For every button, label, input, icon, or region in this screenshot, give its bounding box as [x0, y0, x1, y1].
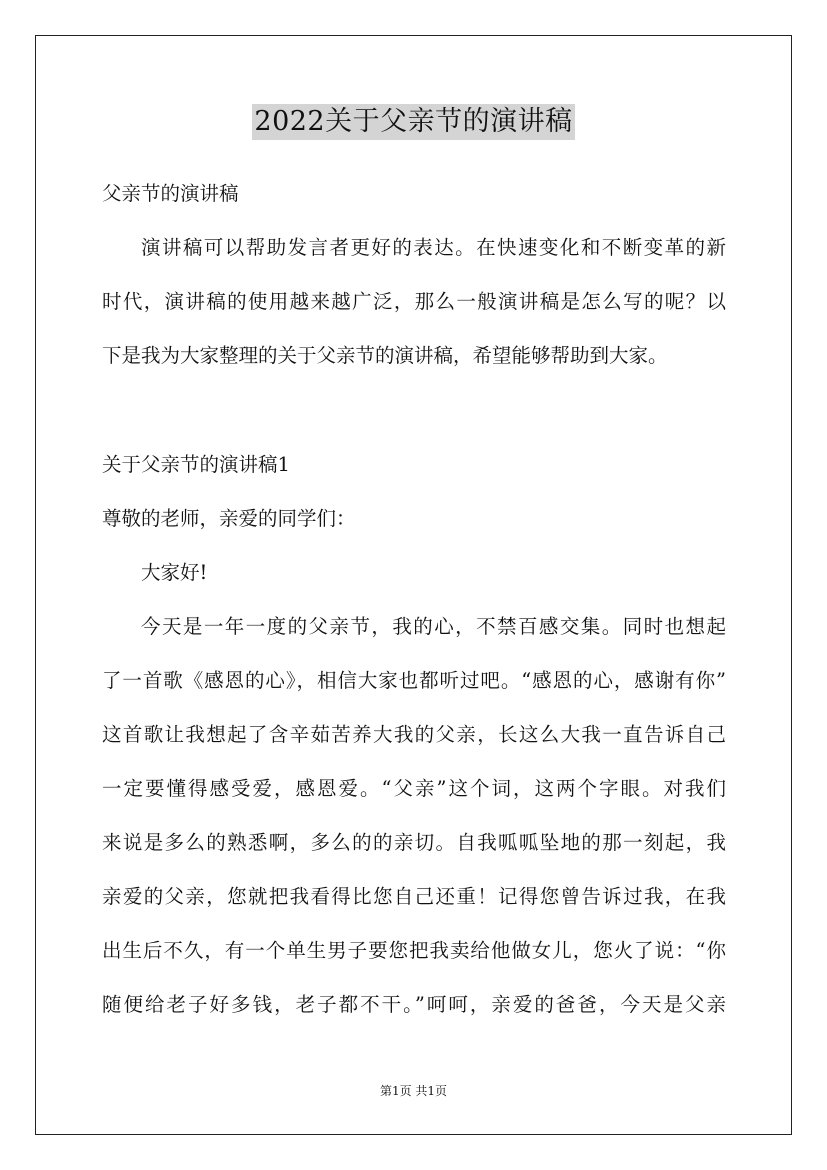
document-title-container [0, 104, 827, 140]
body-line: 一定要懂得感受爱，感恩爱。“父亲”这个词，这两个字眼。对我们 [102, 777, 726, 800]
salutation: 尊敬的老师，亲爱的同学们： [102, 507, 356, 530]
subtitle: 父亲节的演讲稿 [102, 182, 239, 205]
intro-line: 演讲稿可以帮助发言者更好的表达。在快速变化和不断变革的新 [141, 236, 726, 259]
document-title: 2022关于父亲节的演讲稿 [252, 104, 574, 140]
page-footer: 第1页 共1页 [379, 1084, 448, 1098]
body-line: 亲爱的父亲，您就把我看得比您自己还重！记得您曾告诉过我，在我 [102, 885, 726, 908]
body-line: 今天是一年一度的父亲节，我的心，不禁百感交集。同时也想起 [141, 615, 726, 638]
intro-line: 下是我为大家整理的关于父亲节的演讲稿，希望能够帮助到大家。 [102, 344, 668, 367]
intro-line: 时代，演讲稿的使用越来越广泛，那么一般演讲稿是怎么写的呢？以 [102, 290, 726, 313]
greeting: 大家好! [141, 561, 208, 584]
body-line: 这首歌让我想起了含辛茹苦养大我的父亲，长这么大我一直告诉自己 [102, 723, 726, 746]
body-line: 出生后不久，有一个单生男子要您把我卖给他做女儿，您火了说：“你 [102, 939, 726, 962]
body-line: 随便给老子好多钱，老子都不干。”呵呵，亲爱的爸爸，今天是父亲 [102, 993, 726, 1016]
section-title: 关于父亲节的演讲稿1 [102, 453, 290, 476]
body-line: 了一首歌《感恩的心》，相信大家也都听过吧。“感恩的心，感谢有你” [102, 669, 726, 692]
body-line: 来说是多么的熟悉啊，多么的的亲切。自我呱呱坠地的那一刻起，我 [102, 831, 726, 854]
